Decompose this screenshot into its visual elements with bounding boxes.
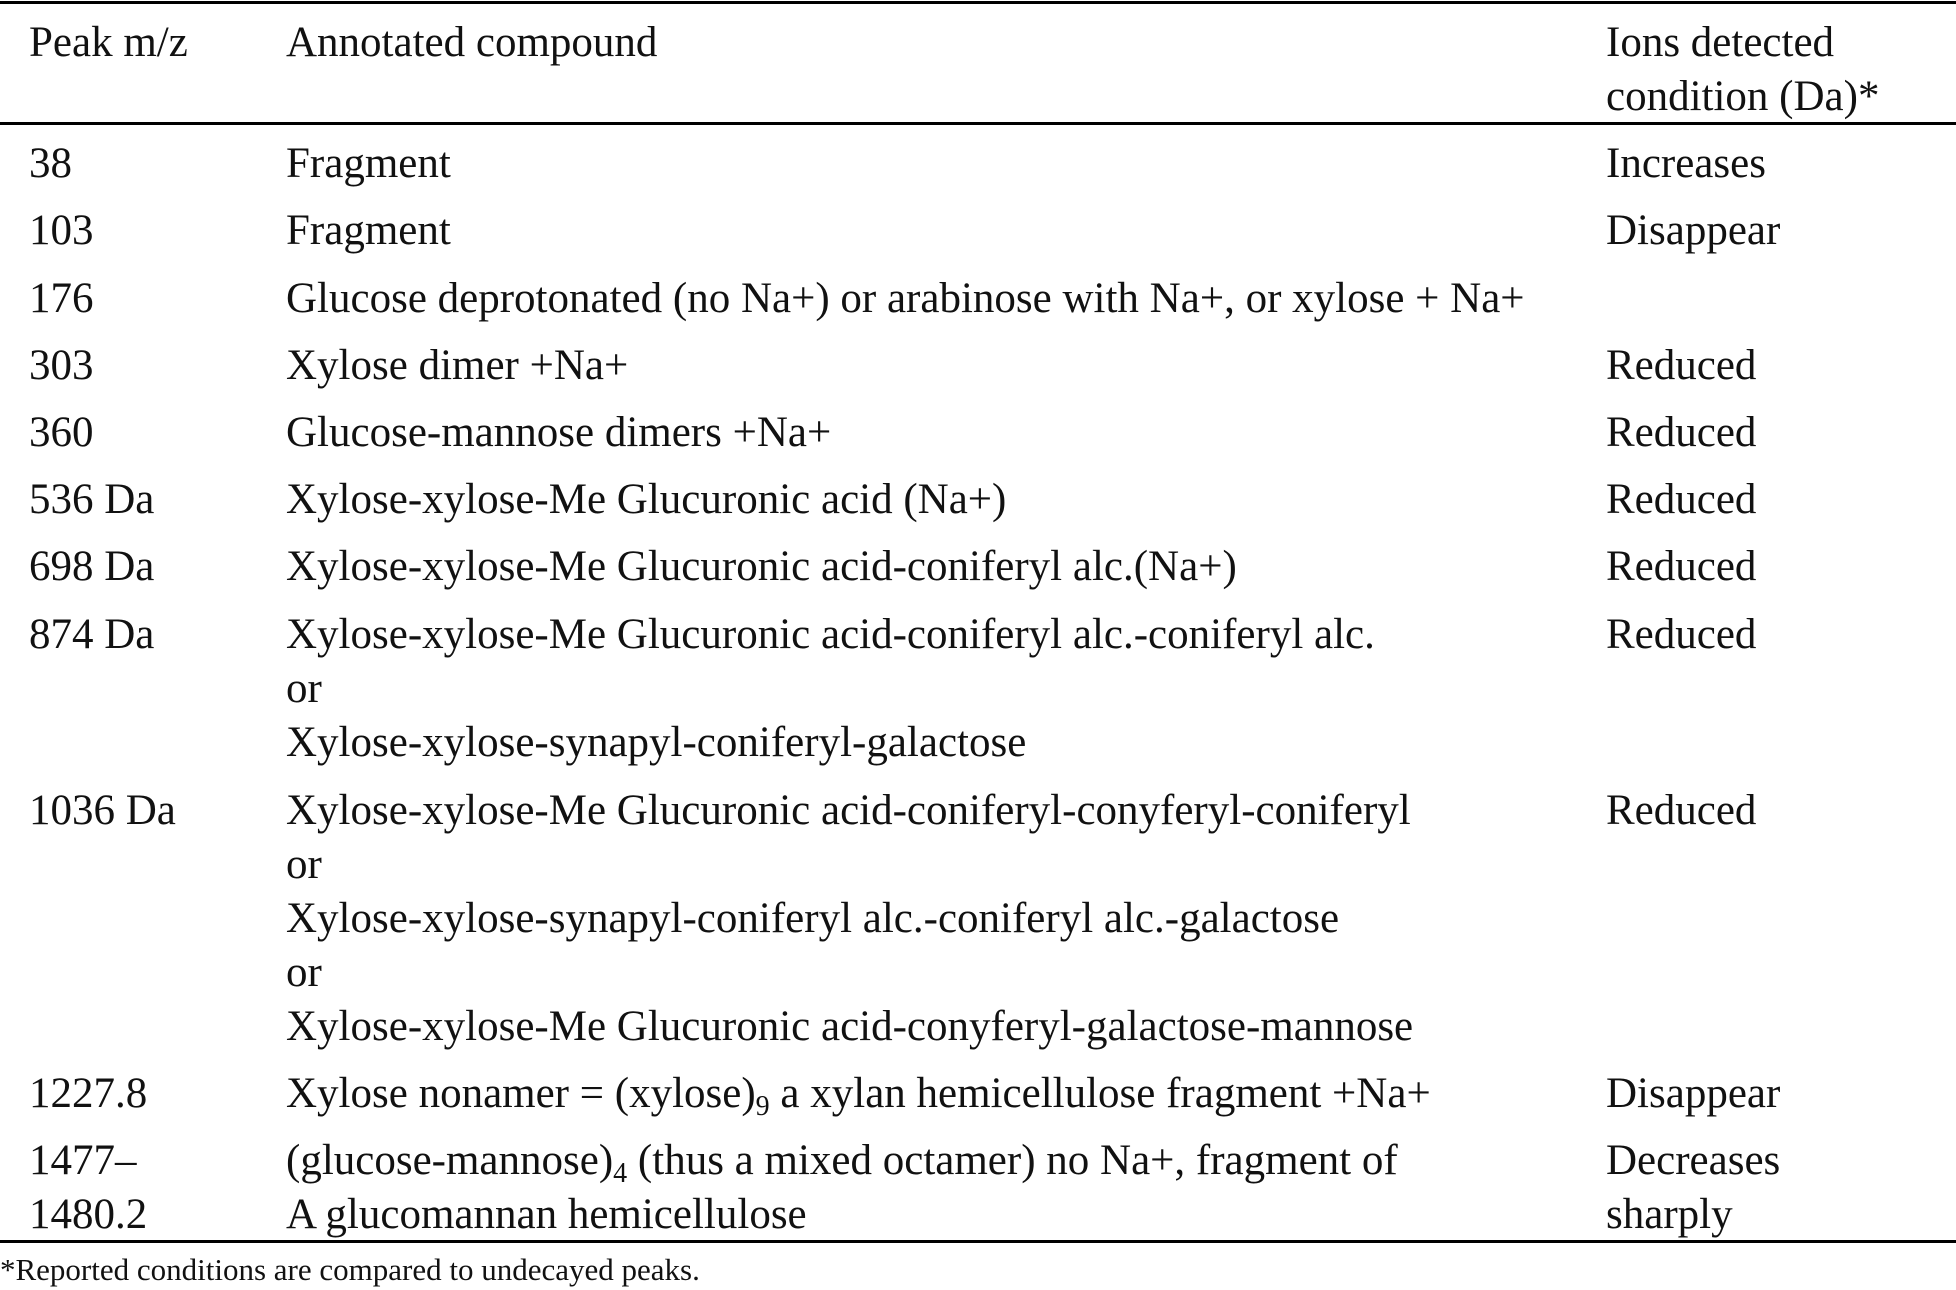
row-peak: 303 [29,342,94,389]
row-peak: 1477– [29,1137,137,1184]
row-peak: 38 [29,140,72,187]
row-condition: Decreases [1606,1137,1781,1184]
row-compound [286,1134,1398,1188]
row-condition: Reduced [1606,543,1757,590]
header-condition-line2: condition (Da)* [1606,73,1880,120]
header-rule [0,122,1956,125]
row-compound: Fragment [286,207,451,254]
header-compound: Annotated compound [286,19,658,66]
row-compound: or [286,665,322,712]
header-condition-line1: Ions detected [1606,19,1835,66]
compound-text: (thus a mixed octamer) no Na+, fragment of [627,1137,1398,1184]
row-peak: 536 Da [29,476,155,523]
row-peak: 1480.2 [29,1191,148,1238]
row-peak: 103 [29,207,94,254]
row-condition: Reduced [1606,787,1757,834]
row-compound: Xylose-xylose-synapyl-coniferyl-galactose [286,719,1027,766]
row-compound: Xylose-xylose-Me Glucuronic acid-conyferyl-galactose-mannose [286,1003,1414,1050]
row-compound: Xylose-xylose-Me Glucuronic acid-coniferyl alc.-coniferyl alc. [286,611,1375,658]
row-compound: Xylose-xylose-Me Glucuronic acid (Na+) [286,476,1007,523]
subscript: 4 [613,1158,628,1189]
row-compound: Xylose dimer +Na+ [286,342,629,389]
row-compound: or [286,949,322,996]
row-compound [286,1067,1431,1121]
row-compound: Xylose-xylose-Me Glucuronic acid-coniferyl-conyferyl-coniferyl [286,787,1411,834]
row-condition: Reduced [1606,611,1757,658]
compound-text: Xylose nonamer = (xylose) [286,1070,756,1117]
row-compound: or [286,841,322,888]
row-condition: Reduced [1606,409,1757,456]
row-peak: 874 Da [29,611,155,658]
compound-text: (glucose-mannose) [286,1137,614,1184]
row-condition: Disappear [1606,207,1781,254]
row-condition: Increases [1606,140,1766,187]
row-compound: Xylose-xylose-Me Glucuronic acid-coniferyl alc.(Na+) [286,543,1237,590]
row-condition: Disappear [1606,1070,1781,1117]
row-peak: 1036 Da [29,787,176,834]
header-peak: Peak m/z [29,19,188,66]
row-condition: sharply [1606,1191,1733,1238]
row-compound: Xylose-xylose-synapyl-coniferyl alc.-coniferyl alc.-galactose [286,895,1340,942]
compound-text: a xylan hemicellulose fragment +Na+ [769,1070,1431,1117]
row-compound: A glucomannan hemicellulose [286,1191,807,1238]
row-compound: Glucose-mannose dimers +Na+ [286,409,832,456]
row-peak: 360 [29,409,94,456]
table-top-rule [0,1,1956,4]
table-bottom-rule [0,1240,1956,1243]
subscript: 9 [755,1091,770,1122]
row-peak: 698 Da [29,543,155,590]
row-compound: Fragment [286,140,451,187]
row-compound: Glucose deprotonated (no Na+) or arabinose with Na+, or xylose + Na+ [286,275,1525,322]
row-condition: Reduced [1606,476,1757,523]
row-peak: 176 [29,275,94,322]
row-condition: Reduced [1606,342,1757,389]
row-peak: 1227.8 [29,1070,148,1117]
footnote: *Reported conditions are compared to undecayed peaks. [0,1252,700,1287]
